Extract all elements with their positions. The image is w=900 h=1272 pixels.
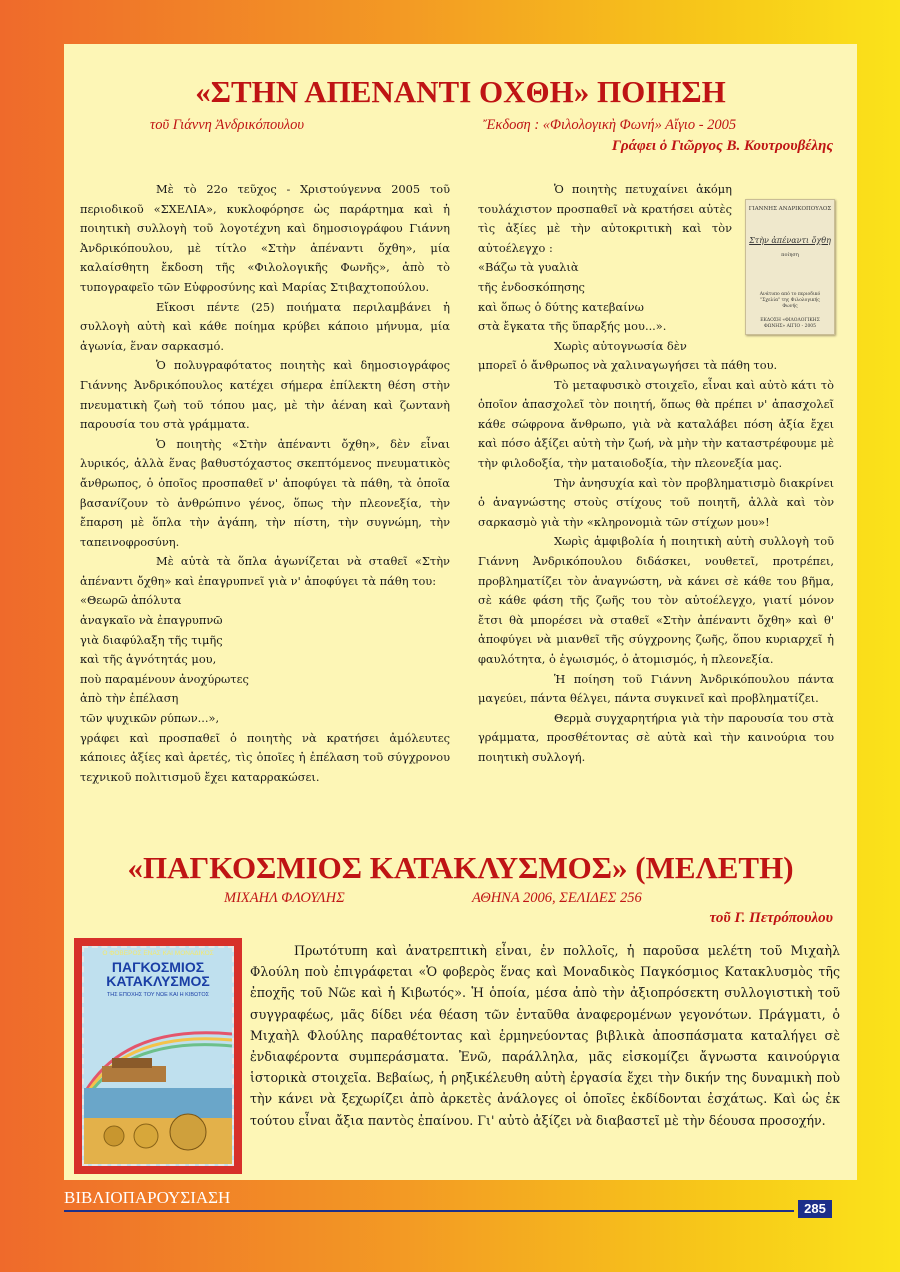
article2-byline: τοῦ Γ. Πετρόπουλου <box>709 910 833 926</box>
article1-byline: Γράφει ὁ Γιῶργος Β. Κουτρουβέλης <box>611 138 833 154</box>
verse-line: ἀναγκαῖο νὰ ἐπαγρυπνῶ <box>80 613 223 628</box>
paragraph: Ὁ πολυγραφότατος ποιητὴς καὶ δημοσιογράφος Γιάννης Ἀνδρικόπουλος κατέχει σήμερα ἐπίλεκτη θέση στὴν πνευματικὴ ζωὴ τοῦ τόπου μας, μὲ τὴν ἀέναη καὶ ζωντανὴ παρουσία του στὰ γράμματα. <box>80 358 450 432</box>
paragraph: Εἴκοσι πέντε (25) ποιήματα περιλαμβάνει ἡ συλλογὴ αὐτὴ καὶ κάθε ποίημα κρύβει κάποιο μήνυμα, μία ἀγωνία, ἕναν σαρκασμό. <box>80 299 450 353</box>
article1-column-right <box>478 356 834 767</box>
paragraph: μπορεῖ ὁ ἄνθρωπος νὰ χαλιναγωγήσει τὰ πάθη του. <box>478 358 778 372</box>
paragraph: Μὲ τὸ 22ο τεῦχος - Χριστούγεννα 2005 τοῦ περιοδικοῦ «ΣΧΕΛΙΑ», κυκλοφόρησε ὡς παράρτημα καὶ ἡ ποιητικὴ συλλογὴ τοῦ λογοτέχνη καὶ δημοσιογράφου Γιάννη Ἀνδρικόπουλου, μὲ τίτλο «Στὴν ἀπέναντι ὄχθη», μία καλαίσθητη ἔκδοση τῆς «Φιλολογικῆς Φωνῆς», ἀπὸ τὸ τυπογραφεῖο τῶν Εὐφροσύνης καὶ Μαρίας Στιβαχτοπούλου. <box>80 182 450 294</box>
paragraph: Ὁ ποιητὴς πετυχαίνει ἀκόμη τουλάχιστον προσπαθεῖ νὰ κρατήσει αὐτὲς τὶς ἀξίες μὲ τὴν αὐτοκριτικὴ καὶ τὸν αὐτοέλεγχο : <box>478 182 732 255</box>
cover-subtitle: ποίηση <box>781 252 799 258</box>
content-panel <box>64 44 857 1180</box>
cover-title: Στὴν ἀπέναντι ὄχθη <box>749 236 831 245</box>
paragraph: Θερμὰ συγχαρητήρια γιὰ τὴν παρουσία του στὰ γράμματα, προσθέτοντας σὲ αὐτὰ καὶ τὴν καινούρια του ποιητικὴ συλλογή. <box>478 710 834 764</box>
paragraph: Ἡ ποίηση τοῦ Γιάννη Ἀνδρικόπουλου πάντα μαγεύει, πάντα θέλγει, πάντα συγκινεῖ καὶ προβληματίζει. <box>478 671 834 706</box>
article2-edition-line: ΑΘΗΝΑ 2006, ΣΕΛΙΔΕΣ 256 <box>472 890 642 906</box>
book-cover-image-flood <box>74 938 242 1174</box>
book-cover-image <box>745 199 835 335</box>
paragraph: Ὁ ποιητὴς «Στὴν ἀπέναντι ὄχθη», δὲν εἶναι λυρικός, ἀλλὰ ἕνας βαθυστόχαστος σκεπτόμενος πνευματικὸς ἄνθρωπος, ὁ ὁποῖος προσπαθεῖ ν' ἀποφύγει τὰ πάθη, τὰ ὁποῖα βασανίζουν τὸ ἀνθρώπινο γένος, ὅπως τὴν πλεονεξία, τὴν ἔπαρση μὲ ὅπλα τὴν ἀγάπη, τὴν πίστη, τὴν συγνώμη, τὴν ταπεινοφροσύνη. <box>80 436 450 549</box>
verse-line: στὰ ἔγκατα τῆς ὕπαρξής μου...». <box>478 319 667 334</box>
verse-line: «Θεωρῶ ἀπόλυτα <box>80 593 182 608</box>
paragraph: Τὴν ἀνησυχία καὶ τὸν προβληματισμὸ διακρίνει ὁ ἀναγνώστης στοὺς στίχους τοῦ ποιητῆ, ἀλλὰ καὶ τὸν σαρκασμὸ γιὰ τὴν «κληρονομιὰ τῶν στίχων μου»! <box>478 475 834 529</box>
verse-line: γιὰ διαφύλαξη τῆς τιμῆς <box>80 632 223 647</box>
paragraph: Τὸ μεταφυσικὸ στοιχεῖο, εἶναι καὶ αὐτὸ κάτι τὸ ὁποῖον ἀπασχολεῖ τὸν ποιητή, ὅπως θὰ πρέπει ν' ἀπασχολεῖ κάθε σώφρονα ἄνθρωπο, γιὰ νὰ καταλάβει πόση ἀξία ἔχει καὶ πόσο ἀξίζει αὐτὴ τὴν ζωή, νὰ μὴν τὴν καταστρέφουμε μὲ τὴν φιλοδοξία, τὴν ματαιοδοξία, τὴν πλεονεξία μας. <box>478 377 834 470</box>
article2-body <box>250 940 840 1131</box>
paragraph: Μὲ αὐτὰ τὰ ὅπλα ἀγωνίζεται νὰ σταθεῖ «Στὴν ἀπέναντι ὄχθη» καὶ ἐπαγρυπνεῖ γιὰ ν' ἀποφύγει τὰ πάθη του: <box>80 554 450 588</box>
cover2-top-text: Ο ΦΟΒΕΡΟΣ ΕΝΑΣ ΚΑΙ ΜΟΝΑΔΙΚΟΣ <box>102 950 214 957</box>
article2-title: «ΠΑΓΚΟΣΜΙΟΣ ΚΑΤΑΚΛΥΣΜΟΣ» (ΜΕΛΕΤΗ) <box>127 850 794 885</box>
section-label: ΒΙΒΛΙΟΠΑΡΟΥΣΙΑΣΗ <box>64 1188 231 1207</box>
article1-column-right-top <box>478 180 732 356</box>
article1-author-line: τοῦ Γιάννη Ἀνδρικόπουλου <box>150 117 305 133</box>
article1-title: «ΣΤΗΝ ΑΠΕΝΑΝΤΙ ΟΧΘΗ» ΠΟΙΗΣΗ <box>195 74 726 109</box>
cover2-title: ΠΑΓΚΟΣΜΙΟΣ ΚΑΤΑΚΛΥΣΜΟΣ <box>106 959 210 989</box>
paragraph: Χωρὶς ἀμφιβολία ἡ ποιητικὴ αὐτὴ συλλογὴ τοῦ Γιάννη Ἀνδρικόπουλου διδάσκει, νουθετεῖ, προτρέπει, προβληματίζει τὸν ἀναγνώστη, νὰ κάνει σὲ κάθε του βῆμα, σὲ κάθε φάση τῆς ζωῆς του τὸν αὐτοέλεγχο, γιατί μόνον ἔτσι θὰ μπορέσει νὰ σταθεῖ «Στὴν ἀπέναντι ὄχθη» καὶ θ' ἀποφύγει νὰ μιανθεῖ τῆς σύγχρονης ζωῆς, ὅπου κυριαρχεῖ ἡ φαυλότητα, ὁ ἐγωισμός, ὁ ἀτομισμός, ἡ πλεονεξία. <box>478 534 834 666</box>
verse-line: ποὺ παραμένουν ἀνοχύρωτες <box>80 671 249 686</box>
verse-line: καὶ ὅπως ὁ δύτης κατεβαίνω <box>478 299 644 314</box>
verse-line: τῆς ἐνδοσκόπησης <box>478 279 585 294</box>
page-number: 285 <box>798 1200 832 1218</box>
article1-column-left <box>80 180 450 787</box>
article2-author-line: ΜΙΧΑΗΛ ΦΛΟΥΛΗΣ <box>224 890 345 906</box>
footer-divider <box>64 1210 794 1212</box>
verse-line: ἀπὸ τὴν ἐπέλαση <box>80 691 179 706</box>
cover-note: Ανάτυπο από το περιοδικό "Σχελία" της Φιλολογικής Φωνής <box>759 292 821 309</box>
cover-author: ΓΙΑΝΝΗΣ ΑΝΔΡΙΚΟΠΟΥΛΟΣ <box>748 206 832 212</box>
article2-paragraph: Πρωτότυπη καὶ ἀνατρεπτικὴ εἶναι, ἐν πολλοῖς, ἡ παροῦσα μελέτη τοῦ Μιχαὴλ Φλούλη ποὺ ἐπιγράφεται «Ὁ φοβερὸς ἕνας καὶ Μοναδικὸς Παγκόσμιος Κατακλυσμὸς τῆς ἐποχῆς τοῦ Νῶε καὶ ἡ Κιβωτός». Ἡ ὁποία, μέσα ἀπὸ τὴν ἀξιοπρόσεκτη συλλογιστικὴ τοῦ συγγραφέως, μᾶς δίδει νέα θέαση τῶν ἐνταῦθα ἀναφερομένων γεγονότων. Πράγματι, ὁ Μιχαὴλ Φλούλης παραθέτοντας καὶ ἑρμηνεύοντας βιβλικὰ ἀποσπάσματα καταλήγει σὲ ἐνδιαφέροντα συμπεράσματα. Ἐνῶ, παράλληλα, μᾶς εἰσκομίζει ἄγνωστα καινούργια ἱστορικὰ στοιχεῖα. Βεβαίως, ἡ ρηξικέλευθη αὐτὴ ἐργασία ἔχει τὴν δικήν της δυναμικὴ ποὺ τὴν κάνει νὰ ξεχωρίζει ἀπὸ ἀρκετὲς ἀνάλογες οἱ ὁποῖες ἐκδίδονται ἐσχάτως. Καὶ ὡς ἐκ τούτου εἶναι ἄξια παντὸς ἐπαίνου. Γι' αὐτὸ ἀξίζει νὰ διαβαστεῖ μὲ τὴν δέουσα προσοχήν. <box>250 943 840 1128</box>
verse-line: τῶν ψυχικῶν ρύπων...», <box>80 711 220 726</box>
article1-edition-line: Ἔκδοση : «Φιλολογικὴ Φωνή» Αἴγιο - 2005 <box>483 117 737 133</box>
verse-line: «Βάζω τὰ γυαλιὰ <box>478 260 579 275</box>
verse-line: καὶ τῆς ἁγνότητάς μου, <box>80 652 217 667</box>
paragraph: γράφει καὶ προσπαθεῖ ὁ ποιητὴς νὰ κρατήσει ἀμόλευτες κάποιες ἀξίες καὶ ἀρετές, τὶς ὁποῖες ἡ ἐπέλαση τοῦ σύγχρονου τεχνικοῦ πολιτισμοῦ ἔχει καταρρακώσει. <box>80 730 450 784</box>
cover-footer: ΕΚΔΟΣΗ «ΦΙΛΟΛΟΓΙΚΗΣ ΦΩΝΗΣ» ΑΙΓΙΟ - 2005 <box>760 318 820 329</box>
cover2-illustration <box>84 1004 232 1164</box>
paragraph: Χωρὶς αὐτογνωσία δὲν <box>554 338 687 353</box>
cover2-subtitle: ΤΗΣ ΕΠΟΧΗΣ ΤΟΥ ΝΩΕ ΚΑΙ Η ΚΙΒΩΤΟΣ <box>106 992 210 998</box>
